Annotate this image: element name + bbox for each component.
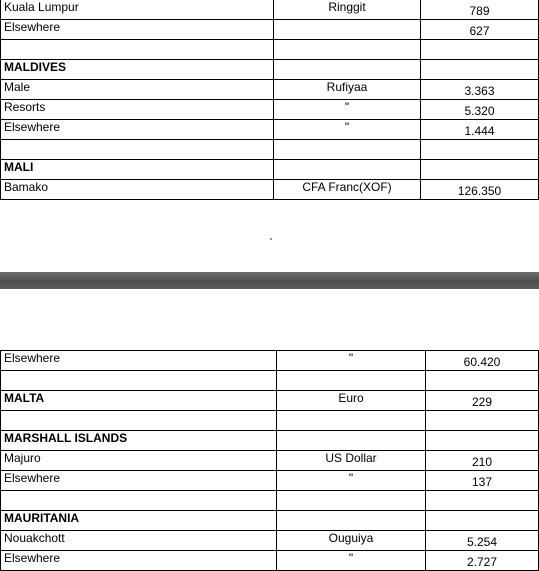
place-cell: MAURITANIA: [1, 511, 277, 531]
currency-cell: Ouguiya: [277, 531, 426, 551]
rate-cell: 137: [426, 471, 539, 491]
rate-cell: [426, 411, 539, 431]
rate-cell: [421, 40, 539, 60]
place-cell: Elsewhere: [1, 120, 274, 140]
place-cell: [1, 411, 277, 431]
place-cell: [1, 40, 274, 60]
currency-cell: ": [277, 351, 426, 371]
table-row: [1, 20, 539, 40]
currency-cell: Rufiyaa: [274, 80, 421, 100]
rate-cell: 789: [421, 0, 539, 20]
table-row: [1, 551, 539, 571]
rate-cell: 210: [426, 451, 539, 471]
spacer-row: [1, 491, 539, 511]
rate-cell: 3.363: [421, 80, 539, 100]
currency-cell: [277, 371, 426, 391]
rate-cell: [421, 60, 539, 80]
country-row: [1, 431, 539, 451]
currency-cell: US Dollar: [277, 451, 426, 471]
place-cell: Elsewhere: [1, 551, 277, 571]
table-body: [1, 351, 539, 571]
place-cell: [1, 140, 274, 160]
place-cell: MALDIVES: [1, 60, 274, 80]
table-row: [1, 100, 539, 120]
place-cell: Male: [1, 80, 274, 100]
country-row: [1, 391, 539, 411]
table-row: [1, 120, 539, 140]
rate-cell: 627: [421, 20, 539, 40]
country-row: [1, 511, 539, 531]
rate-cell: [421, 140, 539, 160]
country-row: [1, 60, 539, 80]
place-cell: Majuro: [1, 451, 277, 471]
currency-cell: [277, 411, 426, 431]
place-cell: MARSHALL ISLANDS: [1, 431, 277, 451]
rate-cell: 1.444: [421, 120, 539, 140]
rate-cell: [426, 491, 539, 511]
rates-table-top: [0, 0, 539, 200]
currency-cell: ": [277, 471, 426, 491]
rates-table: [0, 0, 539, 200]
currency-cell: [274, 60, 421, 80]
place-cell: Kuala Lumpur: [1, 0, 274, 20]
place-cell: Elsewhere: [1, 471, 277, 491]
currency-cell: ": [274, 120, 421, 140]
currency-cell: [274, 20, 421, 40]
table-row: [1, 80, 539, 100]
rate-cell: [426, 371, 539, 391]
rate-cell: [426, 511, 539, 531]
place-cell: Nouakchott: [1, 531, 277, 551]
currency-cell: Ringgit: [274, 0, 421, 20]
spacer-row: [1, 371, 539, 391]
spacer-row: [1, 140, 539, 160]
currency-cell: [274, 160, 421, 180]
rate-cell: 60.420: [426, 351, 539, 371]
currency-cell: CFA Franc(XOF): [274, 180, 421, 200]
rate-cell: 2.727: [426, 551, 539, 571]
currency-cell: [277, 511, 426, 531]
scan-speck: [270, 238, 272, 240]
page-break-bar: [0, 272, 539, 289]
spacer-row: [1, 40, 539, 60]
table-body: [1, 0, 539, 200]
rate-cell: 5.320: [421, 100, 539, 120]
table-row: [1, 0, 539, 20]
place-cell: MALTA: [1, 391, 277, 411]
place-cell: MALI: [1, 160, 274, 180]
place-cell: [1, 491, 277, 511]
place-cell: Elsewhere: [1, 20, 274, 40]
rate-cell: 5.254: [426, 531, 539, 551]
currency-cell: ": [277, 551, 426, 571]
currency-cell: [274, 140, 421, 160]
spacer-row: [1, 411, 539, 431]
rate-cell: 229: [426, 391, 539, 411]
place-cell: Elsewhere: [1, 351, 277, 371]
table-row: [1, 451, 539, 471]
rate-cell: 126.350: [421, 180, 539, 200]
table-row: [1, 351, 539, 371]
currency-cell: [277, 491, 426, 511]
rate-cell: [421, 160, 539, 180]
currency-cell: [277, 431, 426, 451]
rates-table: [0, 350, 539, 571]
place-cell: Bamako: [1, 180, 274, 200]
country-row: [1, 160, 539, 180]
currency-cell: ": [274, 100, 421, 120]
table-row: [1, 531, 539, 551]
place-cell: Resorts: [1, 100, 274, 120]
currency-cell: [274, 40, 421, 60]
table-row: [1, 180, 539, 200]
table-row: [1, 471, 539, 491]
rates-table-bottom: [0, 350, 539, 571]
rate-cell: [426, 431, 539, 451]
place-cell: [1, 371, 277, 391]
currency-cell: Euro: [277, 391, 426, 411]
